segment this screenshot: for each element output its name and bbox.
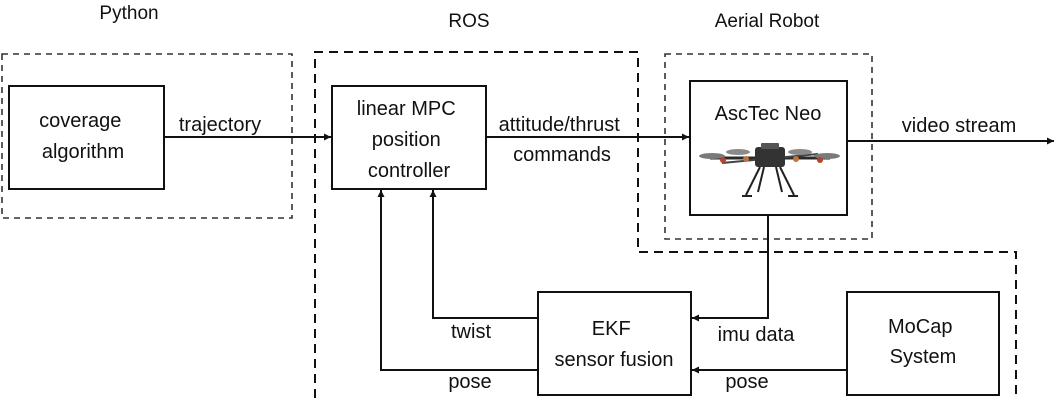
- mocap-node-line-2: System: [889, 346, 957, 368]
- svg-text:linear MPC position: [357, 98, 461, 182]
- twist-arrow: [433, 190, 538, 318]
- region-title-aerial-robot: Aerial Robot: [714, 11, 820, 32]
- video-stream-label: video stream: [901, 115, 1017, 137]
- coverage-node-line-1: coverage: [39, 110, 122, 132]
- mpc-controller-node: [332, 86, 486, 189]
- ekf-pose-arrow: [381, 190, 538, 370]
- ekf-pose-label: pose: [448, 371, 492, 393]
- ekf-node-line-1: EKF: [591, 318, 631, 340]
- region-title-python: Python: [99, 3, 159, 24]
- region-title-ros: ROS: [448, 11, 490, 32]
- coverage-algorithm-node: [9, 86, 164, 189]
- trajectory-label: trajectory: [178, 114, 262, 136]
- imu-data-label: imu data: [717, 324, 795, 346]
- mocap-node-line-1: MoCap: [887, 316, 953, 338]
- mocap-node: [847, 292, 999, 395]
- mpc-node-line-2: position: [371, 129, 441, 151]
- attitude-thrust-label-line-1: attitude/thrust: [498, 114, 620, 136]
- twist-label: twist: [451, 321, 491, 343]
- asctec-neo-node: [690, 81, 847, 215]
- coverage-node-line-2: algorithm: [41, 141, 125, 163]
- mocap-pose-label: pose: [725, 371, 769, 393]
- svg-text:attitude/thrust commands: [499, 114, 626, 166]
- asctec-node-label: AscTec Neo: [714, 103, 822, 125]
- attitude-thrust-label-line-2: commands: [513, 144, 611, 166]
- mpc-node-line-1: linear MPC: [356, 98, 456, 120]
- ekf-node: [538, 292, 691, 395]
- imu-data-arrow: [692, 215, 768, 318]
- ekf-node-line-2: sensor fusion: [554, 349, 674, 371]
- mpc-node-line-3: controller: [367, 160, 451, 182]
